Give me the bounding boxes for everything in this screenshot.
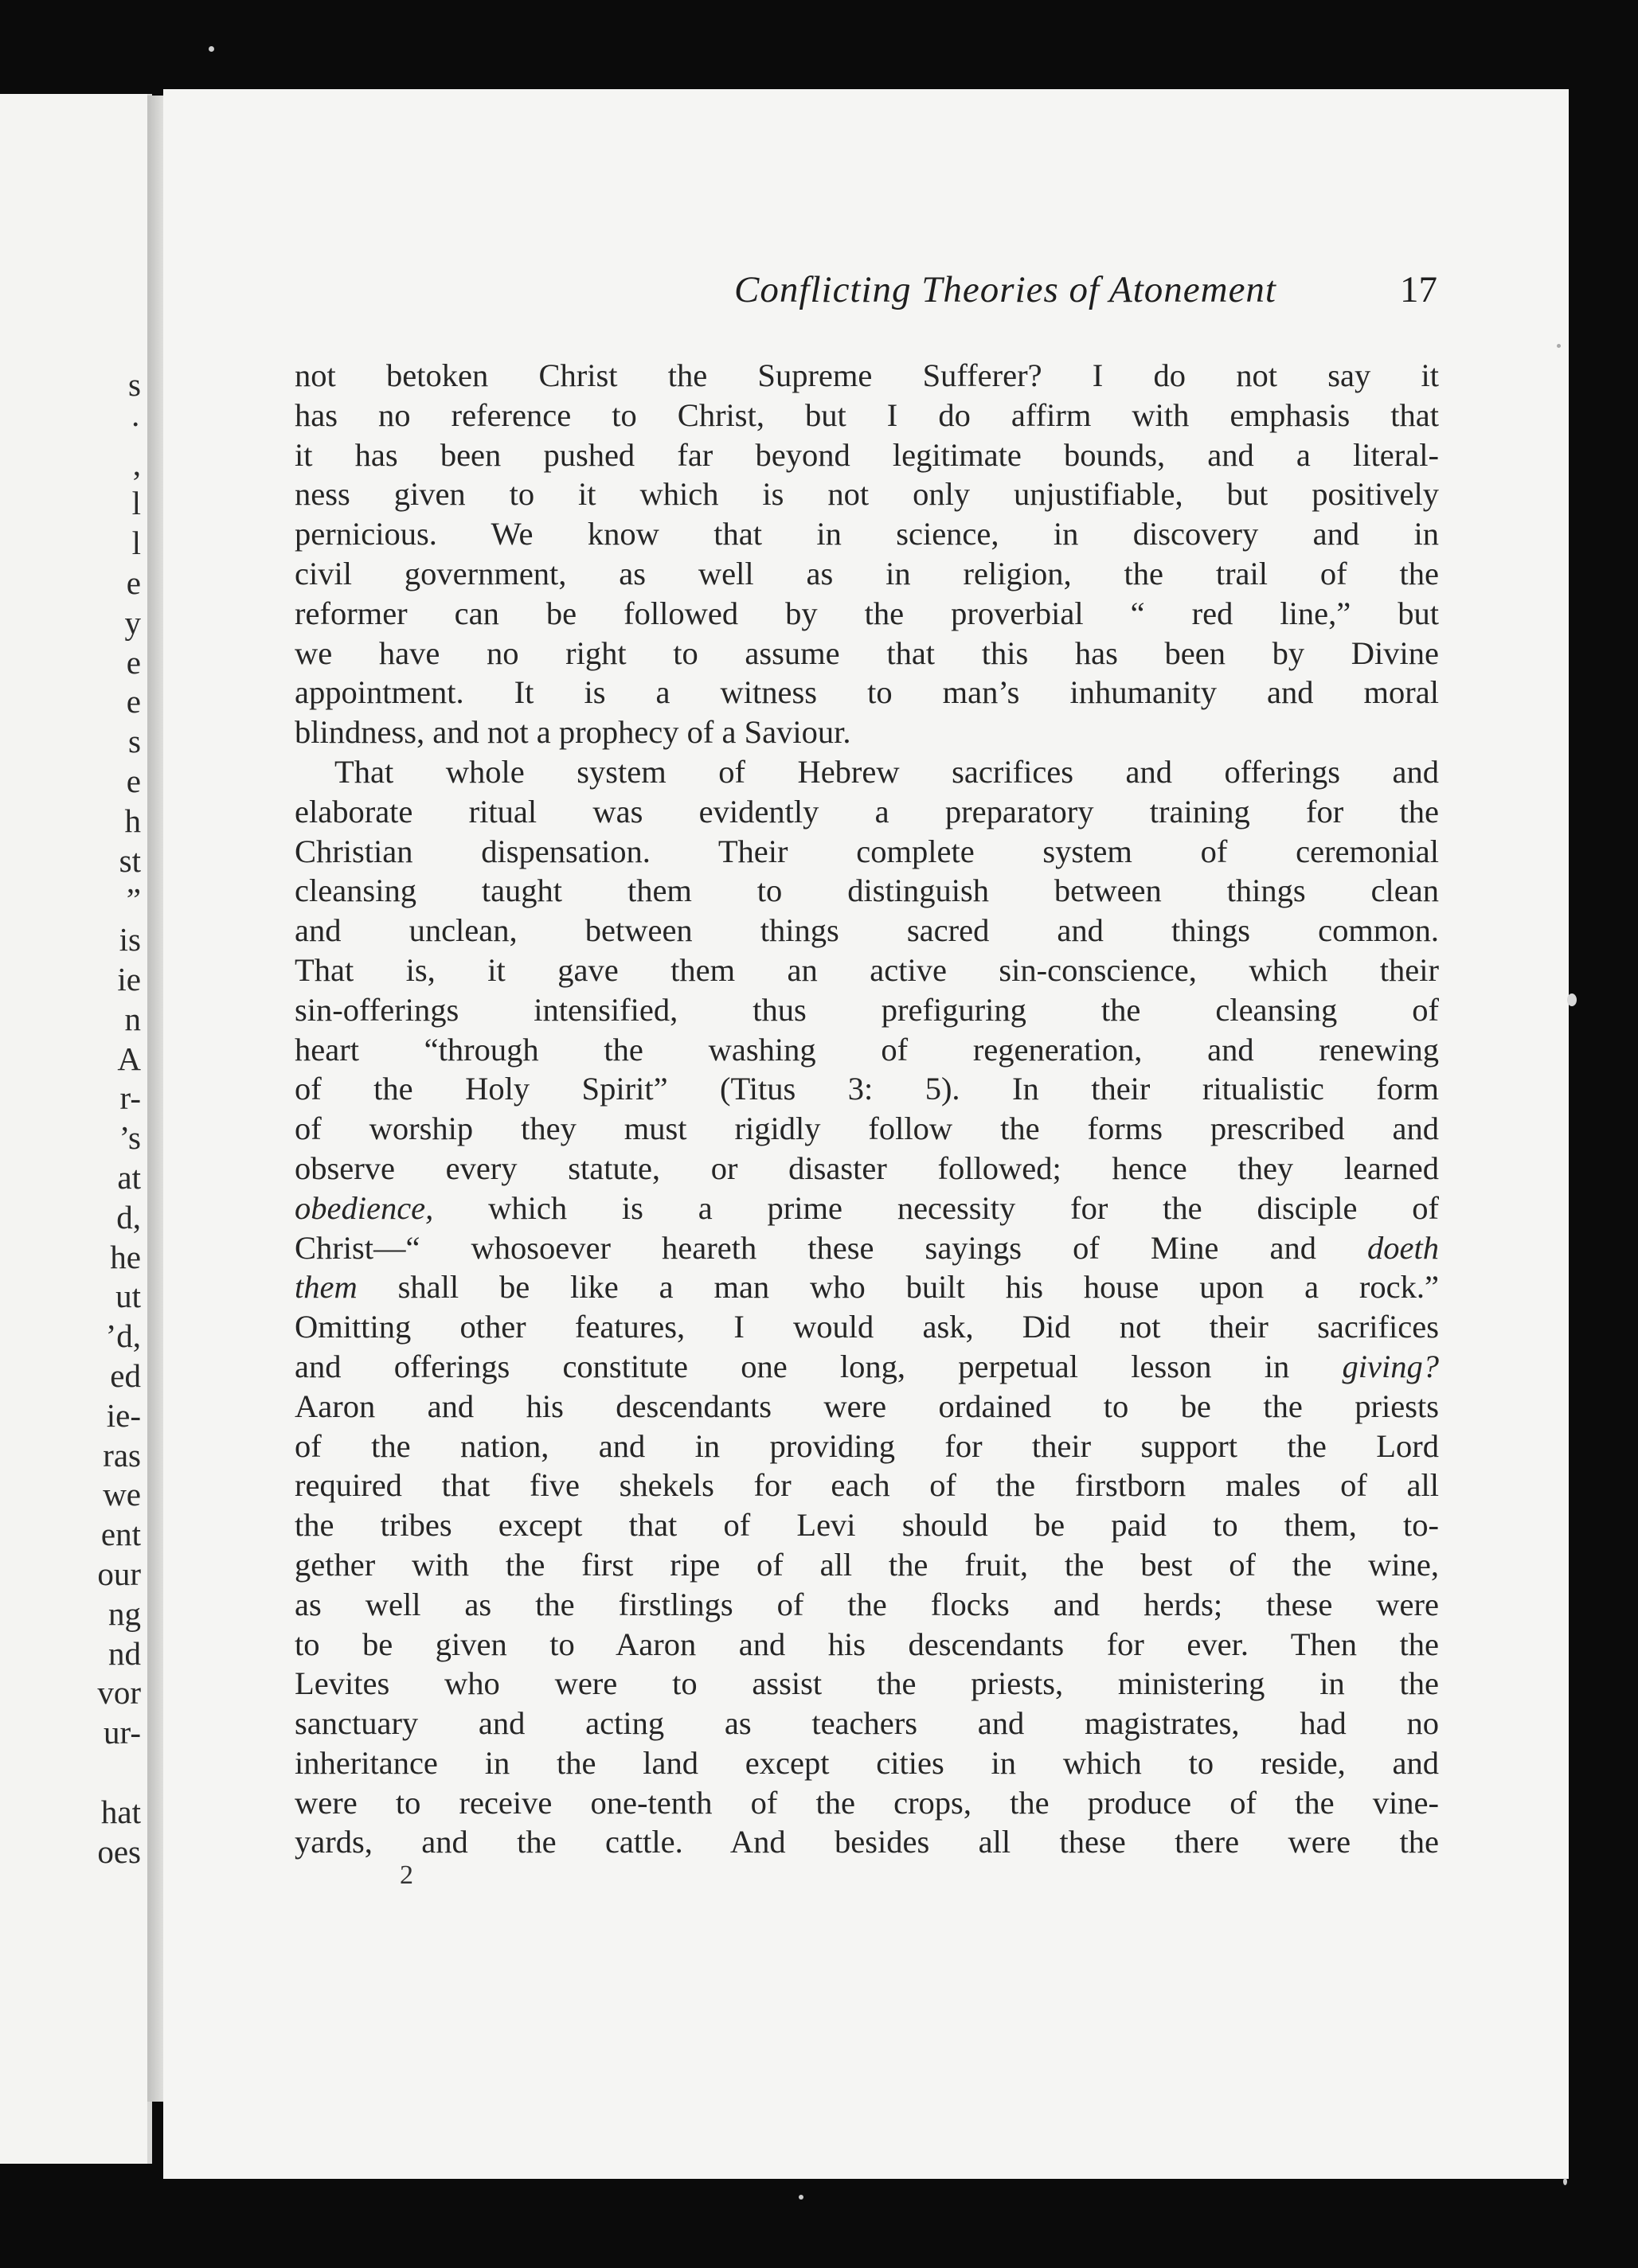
text-line: of worship they must rigidly follow the forms prescribed and [295,1111,1439,1147]
left-page-fragment: r- [119,1079,141,1117]
text-line: not betoken Christ the Supreme Sufferer? I do not say it [295,357,1439,393]
left-page-fragment: hat [100,1793,141,1830]
left-page-fragment: ” [126,881,141,919]
left-page-fragment: ’s [119,1119,141,1157]
left-page-fragment: nd [108,1634,141,1672]
left-page-fragment: ur- [104,1714,141,1751]
text-line: obedience, which is a prime necessity for the disciple of [295,1189,1439,1226]
left-page-fragment: l [131,525,141,562]
left-page-fragment: d, [116,1198,141,1235]
left-page-fragment: e [126,643,141,681]
left-page-fragment: st [119,841,141,879]
text-line: observe every statute, or disaster followed; hence they learned [295,1150,1439,1186]
left-page-fragment: vor [97,1674,141,1712]
left-page-fragment: at [117,1159,141,1196]
left-page-fragment: is [119,921,141,958]
left-page-fragment: ’d, [105,1317,141,1355]
left-page-fragment: he [110,1238,141,1275]
body-text [295,356,1439,1862]
text-line: reformer can be followed by the proverbial “ red line,” but [295,595,1439,631]
left-page-fragment: ut [115,1278,141,1315]
text-line: Levites who were to assist the priests, ministering in the [295,1665,1439,1702]
left-page-fragment: e [126,683,141,720]
text-line: sanctuary and acting as teachers and magistrates, had no [295,1705,1439,1742]
left-page-fragment: l [131,485,141,522]
left-page-fragment: y [124,603,141,641]
left-page-fragment: h [124,802,141,839]
left-page-fragment: ie [117,961,141,997]
left-page-fragment: s [128,366,141,403]
text-line: civil government, as well as in religion, the trail of the [295,555,1439,591]
paragraph-2 [295,752,1439,1862]
text-line: and offerings constitute one long, perpetual lesson in giving? [295,1348,1439,1384]
left-page-fragment: ed [110,1357,141,1394]
text-line: That is, it gave them an active sin-conscience, which their [295,951,1439,988]
left-page-fragment: s [128,723,141,760]
text-line: inheritance in the land except cities in which to reside, and [295,1744,1439,1781]
page-number: 17 [1400,269,1437,310]
text-line: were to receive one-tenth of the crops, the produce of the vine- [295,1784,1439,1821]
left-page-fragment: , [132,445,141,482]
text-line: Aaron and his descendants were ordained to be the priests [295,1388,1439,1424]
text-line: we have no right to assume that this has been by Divine [295,634,1439,671]
left-page-fragment: e [126,564,141,601]
text-line: of the Holy Spirit” (Titus 3: 5). In their ritualistic form [295,1071,1439,1107]
left-page-fragment: e [126,763,141,799]
left-page-fragment: our [97,1556,141,1592]
text-line: it has been pushed far beyond legitimate bounds, and a literal- [295,436,1439,473]
text-line: has no reference to Christ, but I do affirm with emphasis that [295,396,1439,433]
right-page [163,89,1569,2179]
text-line: appointment. It is a witness to man’s inhumanity and moral [295,674,1439,711]
text-line: That whole system of Hebrew sacrifices and offerings and [334,753,1439,790]
text-line: of the nation, and in providing for their support the Lord [295,1427,1439,1464]
text-line: gether with the first ripe of all the fruit, the best of the wine, [295,1546,1439,1583]
text-line: the tribes except that of Levi should be paid to them, to- [295,1507,1439,1544]
text-line: blindness, and not a prophecy of a Saviour. [295,714,851,751]
text-line: them shall be like a man who built his house upon a rock.” [295,1269,1439,1306]
text-line: Christian dispensation. Their complete system of ceremonial [295,833,1439,869]
text-line: Christ—“ whosoever heareth these sayings of Mine and doeth [295,1229,1439,1266]
left-facing-page [0,94,152,2164]
signature-mark: 2 [400,1860,413,1890]
text-line: ness given to it which is not only unjustifiable, but positively [295,476,1439,513]
text-line: yards, and the cattle. And besides all these there were the [295,1824,1439,1860]
running-head [163,268,1437,316]
left-page-fragment: n [124,1000,141,1037]
left-page-fragment: oes [97,1833,141,1870]
text-line: heart “through the washing of regeneration, and renewing [295,1031,1439,1068]
running-title: Conflicting Theories of Atonement [734,269,1276,310]
left-page-fragment: we [103,1476,141,1513]
text-line: sin-offerings intensified, thus prefiguring the cleansing of [295,991,1439,1028]
left-page-fragment: ent [100,1516,141,1553]
text-line: elaborate ritual was evidently a preparatory training for the [295,793,1439,830]
left-page-fragment: A [117,1040,141,1077]
text-line: as well as the firstlings of the flocks and herds; these were [295,1586,1439,1622]
text-line: and unclean, between things sacred and things common. [295,912,1439,949]
paragraph-1 [295,356,1439,752]
left-page-fragment: ras [103,1436,141,1474]
text-line: pernicious. We know that in science, in discovery and in [295,516,1439,552]
left-page-fragment: · [130,405,141,443]
text-line: cleansing taught them to distinguish between things clean [295,872,1439,909]
text-line: Omitting other features, I would ask, Did not their sacrifices [295,1309,1439,1345]
left-page-fragment: ie- [106,1396,141,1434]
text-line: to be given to Aaron and his descendants for ever. Then the [295,1626,1439,1662]
text-line: required that five shekels for each of the firstborn males of all [295,1467,1439,1504]
left-page-fragment: ng [108,1595,141,1632]
